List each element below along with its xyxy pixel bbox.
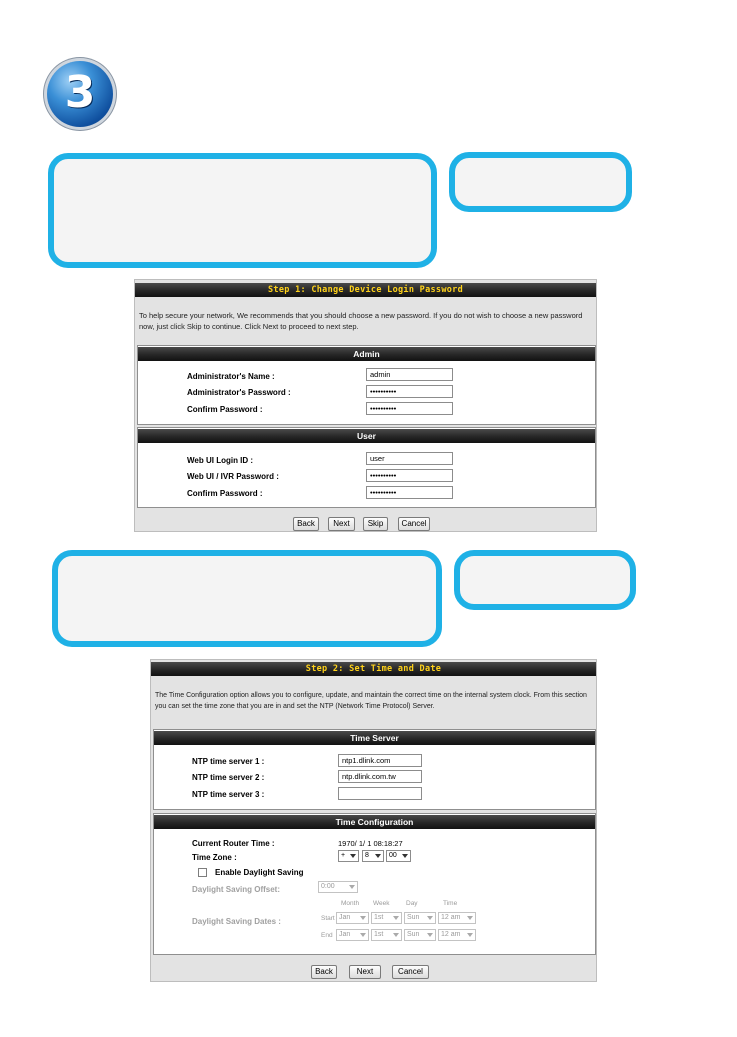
time-server-header: Time Server <box>154 731 595 745</box>
callout-box-3 <box>52 550 442 647</box>
offset-label: Daylight Saving Offset: <box>192 885 281 894</box>
end-time-select[interactable] <box>438 929 476 941</box>
start-month-select[interactable] <box>336 912 369 924</box>
admin-name-input[interactable]: admin <box>366 368 453 381</box>
ntp1-input[interactable]: ntp1.dlink.com <box>338 754 422 767</box>
time-config-section <box>153 813 596 955</box>
timezone-label: Time Zone : <box>192 853 237 862</box>
end-month-select[interactable] <box>336 929 369 941</box>
offset-value: 0:00 <box>321 883 335 890</box>
admin-password-input[interactable]: •••••••••• <box>366 385 453 398</box>
cancel-button[interactable]: Cancel <box>398 517 430 531</box>
admin-name-label: Administrator's Name : <box>187 372 275 381</box>
col-day: Day <box>406 900 418 907</box>
web-password-label: Web UI / IVR Password : <box>187 472 279 481</box>
col-month: Month <box>341 900 360 907</box>
admin-password-label: Administrator's Password : <box>187 388 291 397</box>
start-time-select[interactable] <box>438 912 476 924</box>
ntp3-label: NTP time server 3 : <box>192 790 265 799</box>
end-label: End <box>321 932 333 939</box>
step2-intro: The Time Configuration option allows you to configure, update, and maintain the correct time on the internal system clock. From this section you can set the time zone that you are in and set the NTP (Network Time Protocol) Server. <box>155 692 587 710</box>
timezone-sign-select[interactable] <box>338 850 359 862</box>
timezone-hour-value: 8 <box>365 852 369 859</box>
back-button[interactable]: Back <box>293 517 319 531</box>
start-month-value: Jan <box>339 914 351 921</box>
start-week-select[interactable] <box>371 912 402 924</box>
chevron-down-icon <box>350 854 356 858</box>
chevron-down-icon <box>467 933 473 937</box>
ntp1-label: NTP time server 1 : <box>192 757 265 766</box>
ntp3-input[interactable] <box>338 787 422 800</box>
timezone-minute-value: 00 <box>389 852 397 859</box>
start-week-value: 1st <box>374 914 384 921</box>
web-login-label: Web UI Login ID : <box>187 456 254 465</box>
step-number-badge <box>47 61 113 127</box>
admin-section <box>137 345 596 425</box>
offset-select[interactable] <box>318 881 358 893</box>
end-day-value: Sun <box>407 931 420 938</box>
timezone-minute-select[interactable] <box>386 850 411 862</box>
start-label: Start <box>321 915 335 922</box>
router-time-label: Current Router Time : <box>192 839 275 848</box>
admin-confirm-label: Confirm Password : <box>187 405 263 414</box>
step-number: 3 <box>64 67 96 118</box>
callout-box-1 <box>48 153 437 268</box>
timezone-hour-select[interactable] <box>362 850 384 862</box>
callout-box-2 <box>449 152 632 212</box>
timezone-sign-value: + <box>341 852 346 859</box>
end-week-value: 1st <box>374 931 384 938</box>
next-button[interactable]: Next <box>328 517 355 531</box>
ntp2-input[interactable]: ntp.dlink.com.tw <box>338 770 422 783</box>
chevron-down-icon <box>427 933 433 937</box>
next-button[interactable]: Next <box>349 965 381 979</box>
chevron-down-icon <box>467 916 473 920</box>
chevron-down-icon <box>349 885 355 889</box>
skip-button[interactable]: Skip <box>363 517 388 531</box>
web-password-input[interactable]: •••••••••• <box>366 469 453 482</box>
user-confirm-label: Confirm Password : <box>187 489 263 498</box>
end-time-value: 12 am <box>441 931 461 938</box>
chevron-down-icon <box>427 916 433 920</box>
user-confirm-input[interactable]: •••••••••• <box>366 486 453 499</box>
start-day-select[interactable] <box>404 912 436 924</box>
cancel-button[interactable]: Cancel <box>392 965 429 979</box>
daylight-saving-checkbox[interactable] <box>198 868 207 877</box>
step2-panel <box>150 659 597 982</box>
callout-box-4 <box>454 550 636 610</box>
end-month-value: Jan <box>339 931 351 938</box>
end-day-select[interactable] <box>404 929 436 941</box>
time-server-section <box>153 729 596 810</box>
chevron-down-icon <box>393 916 399 920</box>
step2-title: Step 2: Set Time and Date <box>151 662 596 676</box>
router-time-value: 1970/ 1/ 1 08:18:27 <box>338 839 403 848</box>
dates-label: Daylight Saving Dates : <box>192 917 281 926</box>
start-time-value: 12 am <box>441 914 461 921</box>
step1-panel <box>134 279 597 532</box>
col-week: Week <box>373 900 390 907</box>
admin-header: Admin <box>138 347 595 361</box>
user-header: User <box>138 429 595 443</box>
col-time: Time <box>443 900 458 907</box>
chevron-down-icon <box>375 854 381 858</box>
time-config-header: Time Configuration <box>154 815 595 829</box>
back-button[interactable]: Back <box>311 965 337 979</box>
chevron-down-icon <box>360 933 366 937</box>
ntp2-label: NTP time server 2 : <box>192 773 265 782</box>
chevron-down-icon <box>393 933 399 937</box>
daylight-saving-label: Enable Daylight Saving <box>215 868 304 877</box>
start-day-value: Sun <box>407 914 420 921</box>
admin-confirm-input[interactable]: •••••••••• <box>366 402 453 415</box>
user-section <box>137 427 596 508</box>
chevron-down-icon <box>402 854 408 858</box>
step1-intro: To help secure your network, We recommends that you should choose a new password. If you do not wish to choose a new password now, just click Skip to continue. Click Next to proceed to next step. <box>139 311 583 331</box>
chevron-down-icon <box>360 916 366 920</box>
end-week-select[interactable] <box>371 929 402 941</box>
step1-title: Step 1: Change Device Login Password <box>135 283 596 297</box>
web-login-input[interactable]: user <box>366 452 453 465</box>
